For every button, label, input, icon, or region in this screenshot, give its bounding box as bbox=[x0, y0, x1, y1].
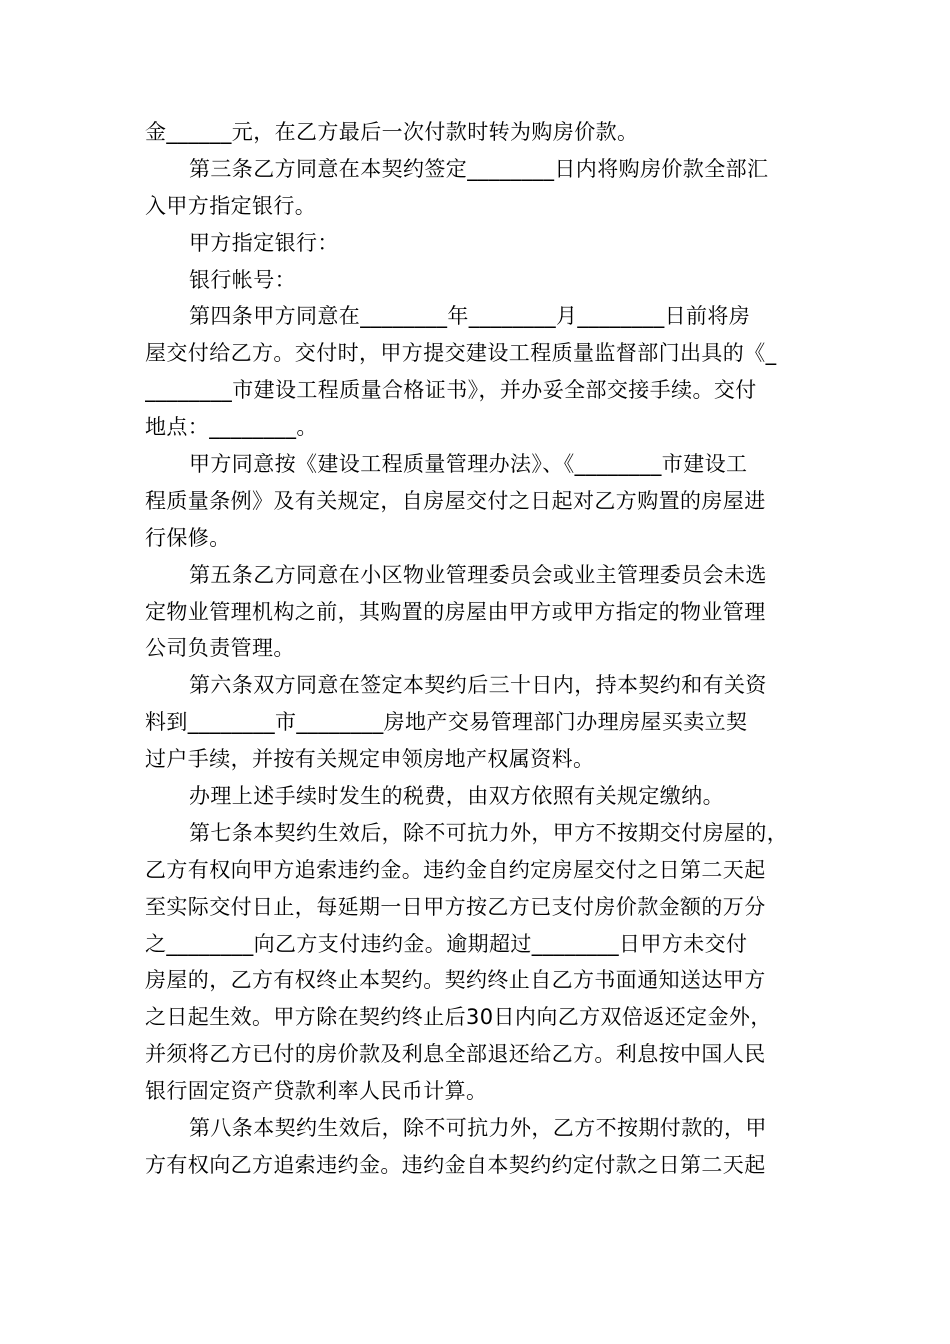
text-line-13: 第五条乙方同意在小区物业管理委员会或业主管理委员会未选 bbox=[189, 562, 767, 587]
text-line-23: 之________向乙方支付违约金。逾期超过________日甲方未交付 bbox=[145, 931, 748, 956]
text-line-26: 并须将乙方已付的房价款及利息全部退还给乙方。利息按中国人民 bbox=[145, 1042, 766, 1067]
text-line-28: 第八条本契约生效后，除不可抗力外，乙方不按期付款的，甲 bbox=[189, 1116, 767, 1141]
text-line-14: 定物业管理机构之前，其购置的房屋由甲方或甲方指定的物业管理 bbox=[145, 599, 766, 624]
text-line-19: 办理上述手续时发生的税费，由双方依照有关规定缴纳。 bbox=[189, 784, 724, 809]
text-line-25: 之日起生效。甲方除在契约终止后30日内向乙方双倍返还定金外， bbox=[145, 1005, 772, 1030]
contract-text bbox=[145, 114, 809, 1184]
text-line-7: 屋交付给乙方。交付时，甲方提交建设工程质量监督部门出具的《_ bbox=[145, 341, 777, 366]
text-line-21: 乙方有权向甲方追索违约金。违约金自约定房屋交付之日第二天起 bbox=[145, 857, 766, 882]
text-line-18: 过户手续，并按有关规定申领房地产权属资料。 bbox=[145, 747, 595, 772]
text-line-1: 金______元，在乙方最后一次付款时转为购房价款。 bbox=[145, 120, 639, 144]
text-line-12: 行保修。 bbox=[145, 525, 231, 550]
text-line-4: 甲方指定银行： bbox=[189, 230, 339, 255]
text-line-27: 银行固定资产贷款利率人民币计算。 bbox=[145, 1079, 488, 1104]
text-line-16: 第六条双方同意在签定本契约后三十日内，持本契约和有关资 bbox=[189, 673, 767, 698]
text-line-17: 料到________市________房地产交易管理部门办理房屋买卖立契 bbox=[145, 710, 748, 735]
text-line-22: 至实际交付日止，每延期一日甲方按乙方已支付房价款金额的万分 bbox=[145, 894, 766, 919]
text-line-24: 房屋的，乙方有权终止本契约。契约终止自乙方书面通知送达甲方 bbox=[145, 968, 766, 993]
text-line-3: 入甲方指定银行。 bbox=[145, 193, 317, 218]
text-line-9: 地点：________。 bbox=[145, 415, 318, 440]
text-line-15: 公司负责管理。 bbox=[145, 636, 295, 661]
text-line-10: 甲方同意按《建设工程质量管理办法》、《________市建设工 bbox=[189, 452, 748, 477]
text-line-2: 第三条乙方同意在本契约签定________日内将购房价款全部汇 bbox=[189, 156, 769, 181]
text-line-11: 程质量条例》及有关规定，自房屋交付之日起对乙方购置的房屋进 bbox=[145, 488, 766, 513]
text-line-6: 第四条甲方同意在________年________月________日前将房 bbox=[189, 304, 751, 329]
text-line-29: 方有权向乙方追索违约金。违约金自本契约约定付款之日第二天起 bbox=[145, 1152, 766, 1177]
text-line-8: ________市建设工程质量合格证书》，并办妥全部交接手续。交付 bbox=[145, 378, 757, 403]
text-line-20: 第七条本契约生效后，除不可抗力外，甲方不按期交付房屋的， bbox=[189, 820, 789, 845]
text-line-5: 银行帐号： bbox=[189, 267, 296, 292]
